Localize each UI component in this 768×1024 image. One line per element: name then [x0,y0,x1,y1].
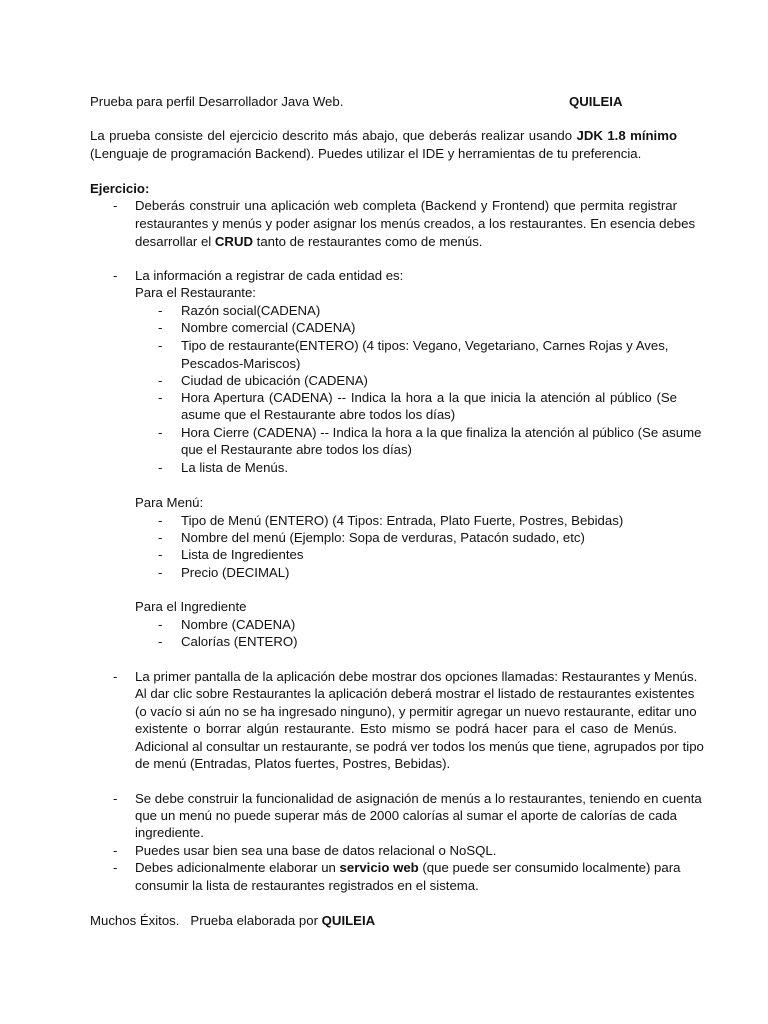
menu-field: Tipo de Menú (ENTERO) (4 Tipos: Entrada, Plato Fuerte, Postres, Bebidas) [181,513,624,528]
b3-line-2: Al dar clic sobre Restaurantes la aplicación deberá mostrar el listado de restaurantes existentes [135,686,695,701]
menu-field: Lista de Ingredientes [181,547,304,562]
restaurant-field: Razón social(CADENA) [181,303,321,318]
b3-line-5: Adicional al consultar un restaurante, se podrá ver todos los menús que tiene, agrupados por tipo [135,739,704,754]
sub-bullet-dash: - [158,425,163,440]
ingredient-section-title: Para el Ingrediente [135,599,247,614]
bullet-dash: - [113,791,118,806]
restaurant-field: La lista de Menús. [181,460,289,475]
b4-line-2: que un menú no puede superar más de 2000 calorías al sumar el aporte de calorías de cada [135,808,677,823]
menu-field: Precio (DECIMAL) [181,565,290,580]
ingredient-field: Nombre (CADENA) [181,617,296,632]
sub-bullet-dash: - [158,338,163,353]
sub-bullet-dash: - [158,565,163,580]
restaurant-field: Nombre comercial (CADENA) [181,320,356,335]
bullet-dash: - [113,843,118,858]
sub-bullet-dash: - [158,547,163,562]
sub-bullet-dash: - [158,320,163,335]
restaurant-field: Tipo de restaurante(ENTERO) (4 tipos: Vegano, Vegetariano, Carnes Rojas y Aves, [181,338,669,353]
b3-line-4: existente o borrar algún restaurante. Esto mismo se podrá hacer para el caso de Menús. [135,721,677,736]
intro-line-1: La prueba consiste del ejercicio descrito más abajo, que deberás realizar usando JDK 1.8 mínimo [90,128,677,143]
bullet-dash: - [113,268,118,283]
restaurant-section-title: Para el Restaurante: [135,285,256,300]
bullet-dash: - [113,860,118,875]
document-title: Prueba para perfil Desarrollador Java Web. [90,94,344,109]
menu-field: Nombre del menú (Ejemplo: Sopa de verduras, Patacón sudado, etc) [181,530,585,545]
sub-bullet-dash: - [158,530,163,545]
sub-bullet-dash: - [158,390,163,405]
b4-line-1: Se debe construir la funcionalidad de asignación de menús a lo restaurantes, teniendo en cuenta [135,791,702,806]
b6-line-1: Debes adicionalmente elaborar un servicio web (que puede ser consumido localmente) para [135,860,681,875]
restaurant-field: Hora Cierre (CADENA) -- Indica la hora a la que finaliza la atención al público (Se asume [181,425,702,440]
b3-line-3: (o vacío si aún no se ha ingresado ninguno), y permitir agregar un nuevo restaurante, editar uno [135,704,697,719]
menu-section-title: Para Menú: [135,495,204,510]
sub-bullet-dash: - [158,617,163,632]
restaurant-field: Hora Apertura (CADENA) -- Indica la hora a la que inicia la atención al público (Se [181,390,677,405]
company-name: QUILEIA [569,94,623,109]
b4-line-3: ingrediente. [135,825,204,840]
restaurant-field-cont: asume que el Restaurante abre todos los días) [181,407,456,422]
sub-bullet-dash: - [158,513,163,528]
b1-line-1: Deberás construir una aplicación web completa (Backend y Frontend) que permita registrar [135,198,677,213]
b1-line-3: desarrollar el CRUD tanto de restaurantes como de menús. [135,234,483,249]
b3-line-1: La primer pantalla de la aplicación debe mostrar dos opciones llamadas: Restaurantes y Menús. [135,669,698,684]
restaurant-field-cont: Pescados-Mariscos) [181,356,301,371]
restaurant-field: Ciudad de ubicación (CADENA) [181,373,368,388]
b1-line-2: restaurantes y menús y poder asignar los menús creados, a los restaurantes. En esencia debes [135,216,696,231]
intro-line-2: (Lenguaje de programación Backend). Puedes utilizar el IDE y herramientas de tu preferencia. [90,146,642,161]
bullet-dash: - [113,669,118,684]
b6-line-2: consumir la lista de restaurantes registrados en el sistema. [135,878,479,893]
sub-bullet-dash: - [158,460,163,475]
restaurant-field-cont: que el Restaurante abre todos los días) [181,442,412,457]
b5-line: Puedes usar bien sea una base de datos relacional o NoSQL. [135,843,497,858]
sub-bullet-dash: - [158,634,163,649]
ingredient-field: Calorías (ENTERO) [181,634,298,649]
exercise-heading: Ejercicio: [90,181,150,196]
sub-bullet-dash: - [158,373,163,388]
b2-intro: La información a registrar de cada entidad es: [135,268,404,283]
sub-bullet-dash: - [158,303,163,318]
bullet-dash: - [113,198,118,213]
b3-line-6: de menú (Entradas, Platos fuertes, Postres, Bebidas). [135,756,451,771]
footer-text: Muchos Éxitos. Prueba elaborada por QUILEIA [90,913,376,928]
